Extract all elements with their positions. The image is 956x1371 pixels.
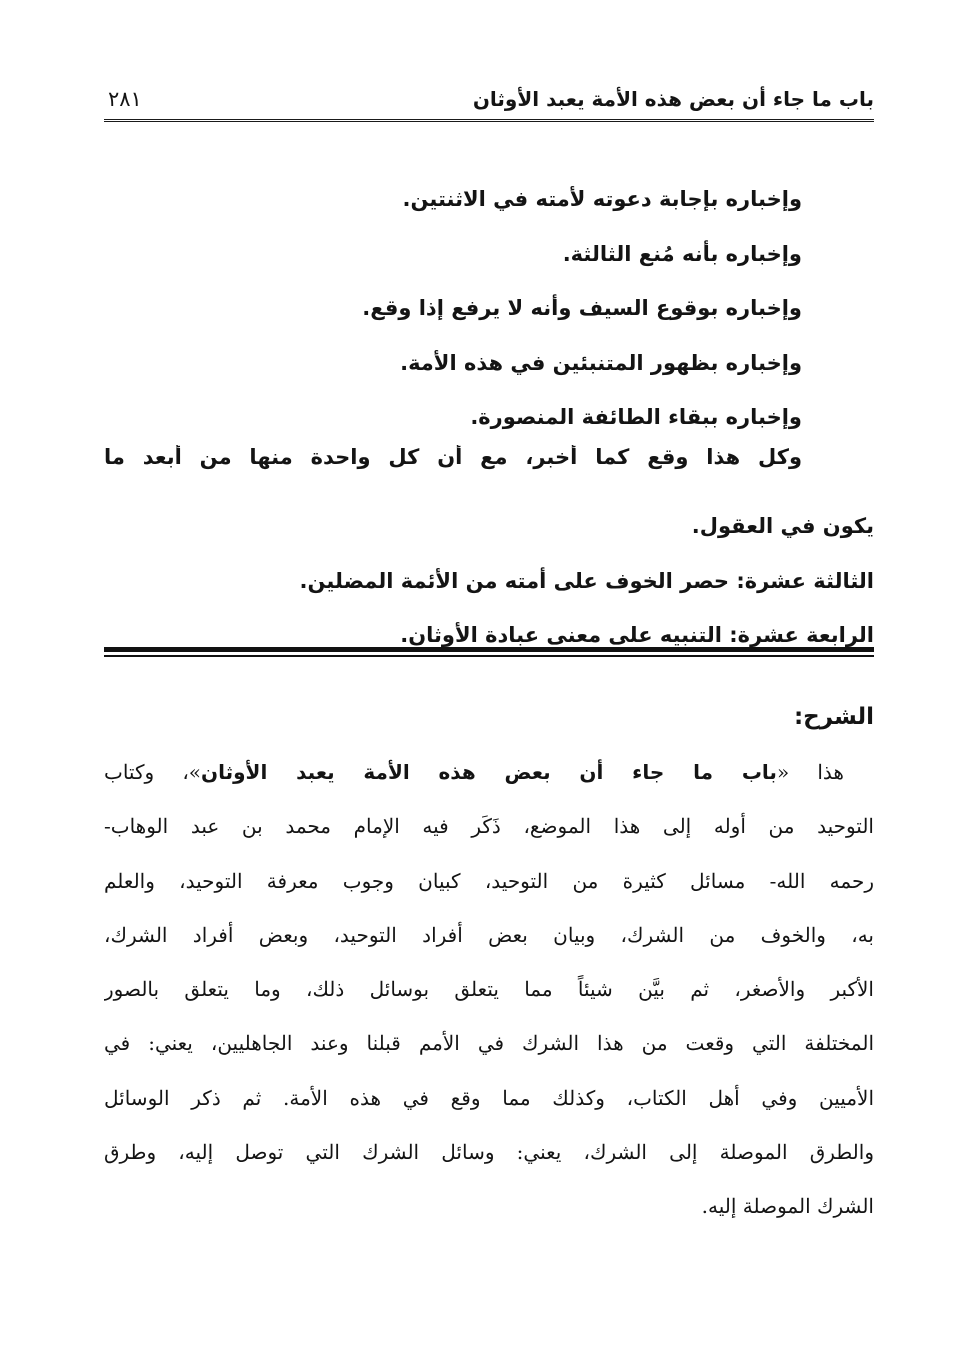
matn-line: وإخباره بإجابة دعوته لأمته في الاثنتين. — [402, 187, 802, 211]
running-header — [104, 84, 874, 118]
commentary-line: المختلفة التي وقعت من هذا الشرك في الأمم قبلنا وعند الجاهليين، يعني: في — [104, 1031, 874, 1056]
matn-line: وإخباره بوقوع السيف وأنه لا يرفع إذا وقع. — [362, 296, 802, 320]
matn-line: وإخباره بأنه مُنع الثالثة. — [562, 241, 802, 266]
commentary-prefix: هذا « — [776, 760, 844, 784]
matn-line: وإخباره بظهور المتنبئين في هذه الأمة. — [400, 350, 802, 375]
commentary-line — [104, 745, 874, 799]
commentary-line: والطرق الموصلة إلى الشرك، يعني: وسائل الشرك التي توصل إليه، وطرق — [104, 1140, 874, 1165]
commentary-suffix: »، وكتاب — [104, 760, 202, 784]
matn-line: وكل هذا وقع كما أخبر، مع أن كل واحدة منها من أبعد ما — [104, 444, 802, 469]
matn-line: الرابعة عشرة: التنبيه على معنى عبادة الأوثان. — [400, 623, 874, 647]
commentary-line: الأميين وفي أهل الكتاب، وكذلك مما وقع في هذه الأمة. ثم ذكر الوسائل — [104, 1085, 874, 1110]
matn-line: وإخباره ببقاء الطائفة المنصورة. — [470, 405, 802, 429]
quoted-chapter-title: باب ما جاء أن بعض هذه الأمة يعبد الأوثان — [201, 760, 777, 784]
commentary-line: التوحيد من أوله إلى هذا الموضع، ذَكَر فيه الإمام محمد بن عبد الوهاب- — [104, 814, 874, 839]
commentary-line: الأكبر والأصغر، ثم بيَّن شيئاً مما يتعلق بوسائل ذلك، وما يتعلق بالصور — [104, 977, 874, 1002]
matn-line: الثالثة عشرة: حصر الخوف على أمته من الأئمة المضلين. — [299, 568, 874, 593]
matn-block — [104, 172, 874, 663]
matn-line: يكون في العقول. — [691, 514, 874, 538]
header-rule — [104, 119, 874, 122]
section-divider — [104, 647, 874, 657]
commentary-line: به، والخوف من الشرك، وبيان بعض أفراد التوحيد، وبعض أفراد الشرك، — [104, 922, 874, 947]
commentary-heading: الشرح: — [793, 704, 874, 730]
chapter-title: باب ما جاء أن بعض هذه الأمة يعبد الأوثان — [472, 87, 874, 111]
divider-thick-rule — [104, 647, 874, 652]
commentary-line: الشرك الموصلة إليه. — [701, 1194, 874, 1219]
page-number: ٢٨١ — [108, 87, 142, 111]
divider-thin-rule — [104, 655, 874, 657]
commentary-line: رحمه الله- مسائل كثيرة من التوحيد، كبيان وجوب معرفة التوحيد، والعلم — [104, 868, 874, 893]
commentary-body — [104, 745, 874, 1234]
